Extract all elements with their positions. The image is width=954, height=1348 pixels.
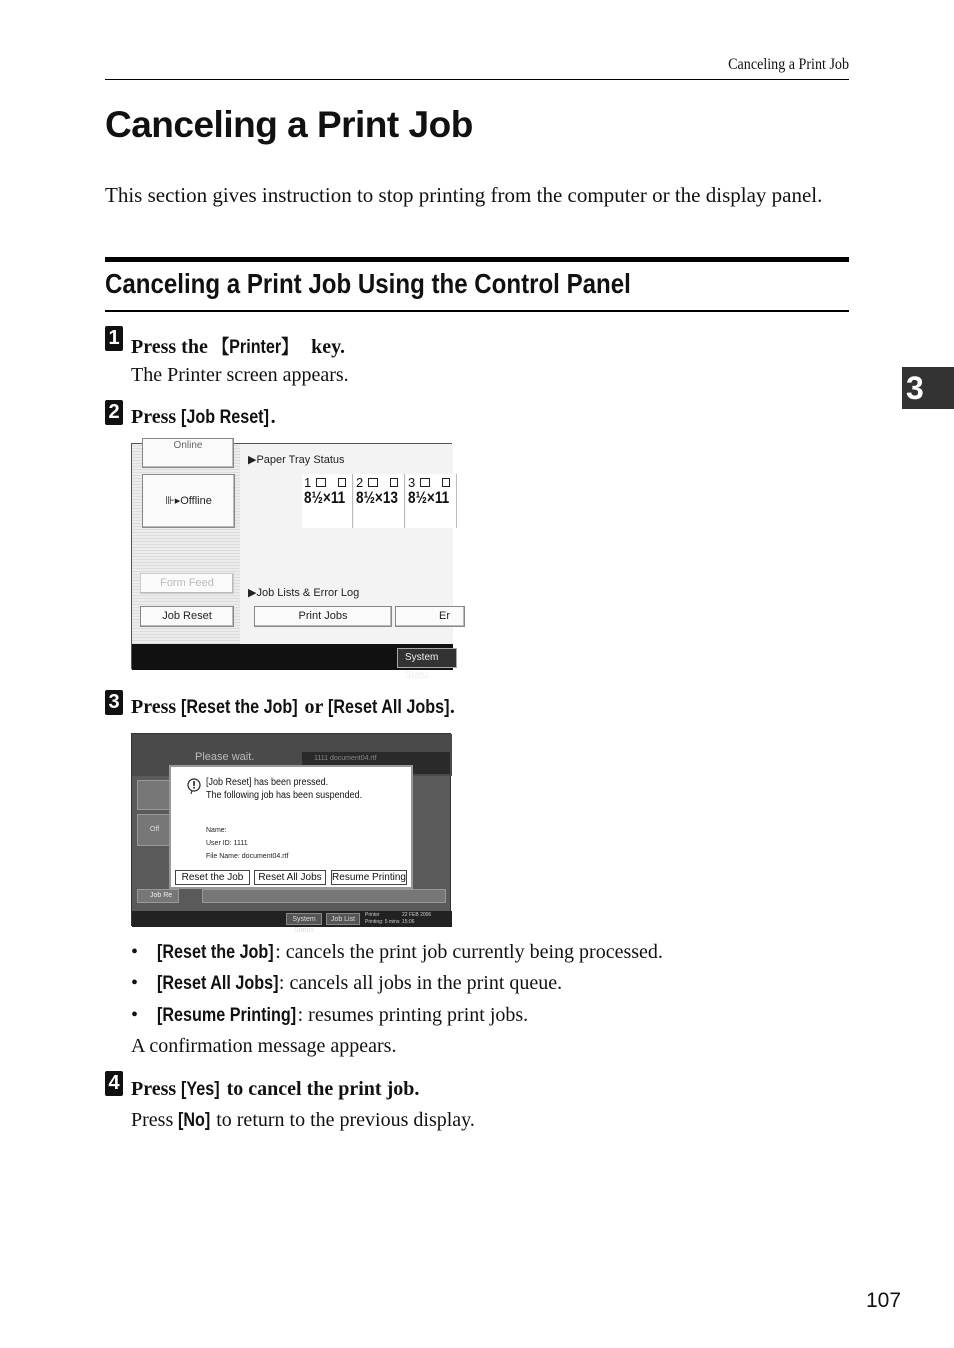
step-4-body: Press [No] to return to the previous display. <box>131 1109 475 1131</box>
step-2-post: . <box>270 406 276 428</box>
confirmation-text: A confirmation message appears. <box>131 1035 397 1057</box>
bg-offline-button: Off <box>137 814 175 846</box>
section-heading: Canceling a Print Job Using the Control Panel <box>105 268 631 299</box>
step-2-text <box>131 406 276 429</box>
status-line-1: Printer <box>365 912 380 918</box>
print-jobs-button: Print Jobs <box>254 606 392 627</box>
status-line-2: Printing: 5 mins <box>365 919 400 925</box>
page-number: 107 <box>866 1289 902 1312</box>
yes-key: [Yes] <box>181 1079 220 1100</box>
bullet-reset-the-job: [Reset the Job]: cancels the print job currently being processed. <box>157 941 663 963</box>
screen-left-panel <box>132 440 240 644</box>
reset-all-jobs-button[interactable]: Reset All Jobs <box>254 870 326 885</box>
system-status-button: System Statu <box>397 648 457 668</box>
step-1-post: key. <box>306 336 345 358</box>
step-1-text <box>131 332 345 359</box>
please-wait-label: Please wait. <box>195 751 255 763</box>
reset-the-job-key: [Reset the Job] <box>181 697 298 718</box>
name-label: Name: <box>206 827 227 834</box>
step-4-pre: Press <box>131 1078 182 1100</box>
paper-icon <box>420 478 430 487</box>
chapter-tab: 3 <box>902 367 954 409</box>
paper-icon <box>316 478 326 487</box>
job-list-button: Job List <box>326 913 360 925</box>
step-4-number: 4 <box>105 1071 123 1096</box>
document-header: 1111 document04.rtf <box>314 755 377 762</box>
bullet-dot: • <box>131 1004 139 1026</box>
page-title: Canceling a Print Job <box>105 104 473 145</box>
job-lists-label: ▶Job Lists & Error Log <box>248 587 360 599</box>
bg-job-reset-button: Job Re <box>137 889 179 903</box>
bg-row <box>202 889 446 903</box>
error-log-button: Er <box>395 606 465 627</box>
screen-right-panel <box>240 444 453 644</box>
info-icon <box>186 777 202 795</box>
paper-icon <box>368 478 378 487</box>
step-4-text <box>131 1078 419 1101</box>
section-rule-top <box>105 257 849 262</box>
date-label: 22 FEB 2006 <box>402 912 432 918</box>
step-4-post: to cancel the print job. <box>221 1078 420 1100</box>
offline-button: ⊪▸Offline <box>142 474 235 528</box>
arrow-icon: ▶ <box>248 587 257 599</box>
reset-the-job-button[interactable]: Reset the Job <box>175 870 250 885</box>
screen-bottom-bar <box>132 644 453 681</box>
tray-3: 3 8½×11 <box>406 474 457 528</box>
paper-tray-status-label: ▶Paper Tray Status <box>248 454 345 466</box>
step-3-pre: Press <box>131 696 182 718</box>
job-reset-dialog-screenshot <box>131 733 451 934</box>
section-rule-bottom <box>105 310 849 312</box>
job-reset-key: [Job Reset] <box>181 407 270 428</box>
no-key: [No] <box>178 1110 211 1131</box>
dialog-line-1: [Job Reset] has been pressed. <box>206 777 329 788</box>
user-id-label: User ID: 1111 <box>206 840 248 847</box>
bullet-resume-printing: [Resume Printing]: resumes printing print jobs. <box>157 1004 529 1026</box>
form-feed-button: Form Feed <box>140 573 234 594</box>
resume-printing-button[interactable]: Resume Printing <box>332 872 406 883</box>
intro-paragraph: This section gives instruction to stop printing from the computer or the display panel. <box>105 183 823 207</box>
dialog-line-2: The following job has been suspended. <box>206 790 363 801</box>
step-2-pre: Press <box>131 406 182 428</box>
step-3-post: . <box>449 696 455 718</box>
bullet-dot: • <box>131 972 139 994</box>
offline-icon: ⊪▸ <box>165 495 181 507</box>
job-reset-button: Job Reset <box>140 606 234 627</box>
step-2-number: 2 <box>105 400 123 425</box>
bullet-dot: • <box>131 941 139 963</box>
system-status-button: System Status <box>286 913 322 925</box>
arrow-icon: ▶ <box>248 454 257 466</box>
orientation-icon <box>442 478 450 487</box>
tray-1: 1 8½×11 <box>302 474 353 528</box>
step-1-number: 1 <box>105 326 123 351</box>
online-button: Online <box>142 438 234 468</box>
reset-all-jobs-key: [Reset All Jobs] <box>327 697 450 718</box>
orientation-icon <box>390 478 398 487</box>
header-rule <box>105 79 849 80</box>
printer-key: 【Printer】 <box>212 337 298 358</box>
step-3-text <box>131 696 455 719</box>
time-label: 15:06 <box>402 919 415 925</box>
file-name-label: File Name: document04.rtf <box>206 853 289 860</box>
printer-screen-screenshot <box>131 440 452 681</box>
step-3-number: 3 <box>105 690 123 715</box>
orientation-icon <box>338 478 346 487</box>
step-1-pre: Press the <box>131 336 213 358</box>
step-1-body: The Printer screen appears. <box>131 364 349 386</box>
running-header: Canceling a Print Job <box>728 56 849 73</box>
step-3-mid: or <box>299 696 328 718</box>
bullet-reset-all-jobs: [Reset All Jobs]: cancels all jobs in the print queue. <box>157 972 563 994</box>
tray-2: 2 8½×13 <box>354 474 405 528</box>
